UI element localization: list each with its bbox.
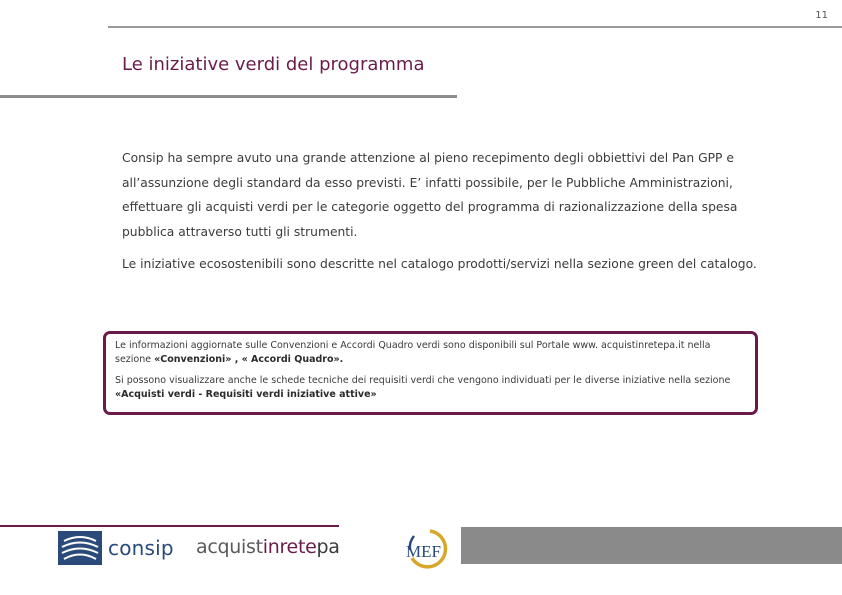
air-logo-part-3: pa xyxy=(316,536,340,558)
callout-line-1 xyxy=(115,339,749,367)
air-logo-part-2: inrete xyxy=(262,536,317,558)
consip-logo-text: consip xyxy=(108,536,174,560)
callout-line-1-text: Le informazioni aggiornate sulle Convenzioni e Accordi Quadro verdi sono disponibili sul Portale www. acquistinretepa.it nella sezione xyxy=(115,340,711,365)
air-logo-part-1: acquist xyxy=(196,536,263,558)
acquistinretepa-logo xyxy=(196,536,340,558)
mef-emblem-icon xyxy=(404,528,452,570)
consip-emblem-icon xyxy=(58,531,102,565)
body-paragraph-1: Consip ha sempre avuto una grande attenzione al pieno recepimento degli obbiettivi del Pan GPP e all’assunzione degli standard da esso previsti. E’ infatti possibile, per le Pubbliche Amministrazioni, effettuare gli acquisti verdi per le categorie oggetto del programma di razionalizzazione della spesa pubblica attraverso tutti gli strumenti. xyxy=(122,151,738,239)
title-underline xyxy=(0,95,457,98)
body-paragraph-2: Le iniziative ecosostenibili sono descritte nel catalogo prodotti/servizi nella sezione green del catalogo. xyxy=(122,257,757,271)
body-text xyxy=(122,146,792,277)
mef-logo xyxy=(404,528,452,574)
info-callout-box xyxy=(103,331,758,415)
consip-logo xyxy=(58,531,174,565)
footer-divider xyxy=(0,525,339,527)
top-divider xyxy=(108,26,842,28)
page-title: Le iniziative verdi del programma xyxy=(122,54,425,75)
callout-line-1-bold: «Convenzioni» , « Accordi Quadro». xyxy=(154,354,344,365)
mef-logo-text: MEF xyxy=(406,542,441,561)
callout-line-2 xyxy=(115,374,749,402)
page-number: 11 xyxy=(815,10,828,21)
footer-grey-band xyxy=(461,527,842,564)
callout-line-2-text: Si possono visualizzare anche le schede tecniche dei requisiti verdi che vengono individuati per le diverse iniziative nella sezione xyxy=(115,375,731,386)
callout-line-2-bold: «Acquisti verdi - Requisiti verdi iniziative attive» xyxy=(115,389,377,400)
